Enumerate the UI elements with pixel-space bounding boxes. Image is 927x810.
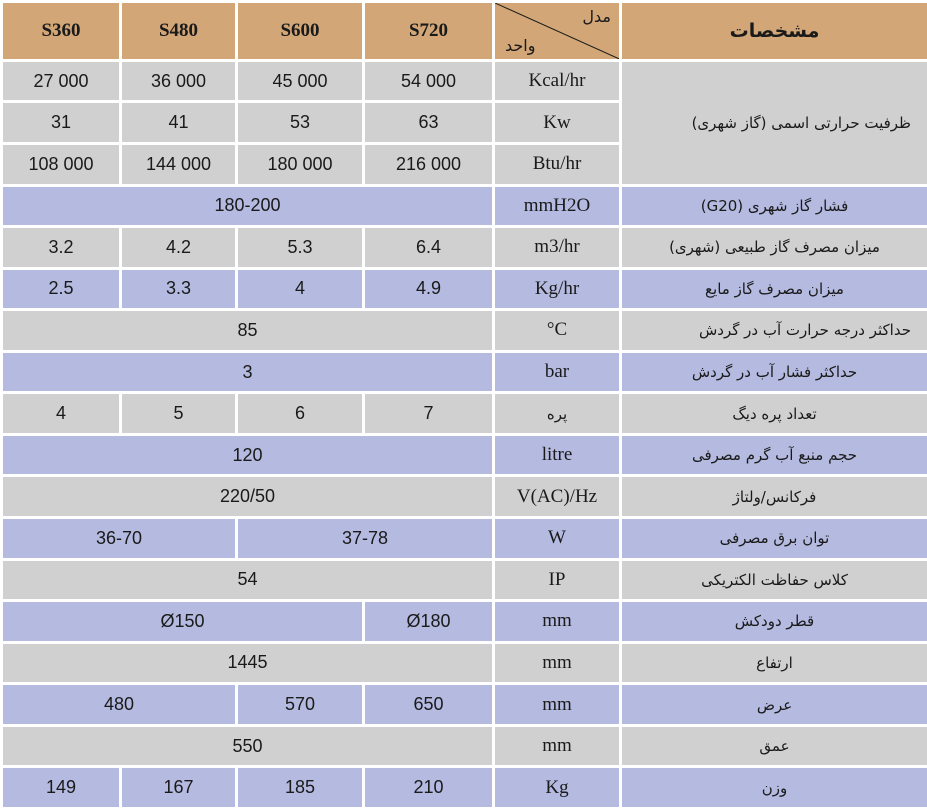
height-unit: mm bbox=[495, 644, 619, 683]
capacity-label: ظرفیت حرارتی اسمی (گاز شهری) bbox=[622, 62, 927, 184]
tank-unit: litre bbox=[495, 436, 619, 475]
weight-unit: Kg bbox=[495, 768, 619, 807]
liquid-gas-s360: 2.5 bbox=[3, 270, 119, 309]
gas-pressure-unit: mmH2O bbox=[495, 187, 619, 226]
table-row-height bbox=[3, 644, 927, 683]
capacity-kw-unit: Kw bbox=[495, 103, 619, 142]
table-row-ip bbox=[3, 561, 927, 600]
power-label: توان برق مصرفی bbox=[622, 519, 927, 558]
capacity-kcal-s480: 36 000 bbox=[122, 62, 235, 101]
table-row-frequency bbox=[3, 477, 927, 516]
ip-label: کلاس حفاظت الکتریکی bbox=[622, 561, 927, 600]
capacity-btu-s600: 180 000 bbox=[238, 145, 362, 184]
capacity-kw-s720: 63 bbox=[365, 103, 492, 142]
capacity-kcal-s600: 45 000 bbox=[238, 62, 362, 101]
model-label: مدل bbox=[582, 7, 611, 26]
width-unit: mm bbox=[495, 685, 619, 724]
model-unit-corner-cell bbox=[495, 3, 619, 59]
liquid-gas-unit: Kg/hr bbox=[495, 270, 619, 309]
liquid-gas-s720: 4.9 bbox=[365, 270, 492, 309]
liquid-gas-s600: 4 bbox=[238, 270, 362, 309]
natural-gas-unit: m3/hr bbox=[495, 228, 619, 267]
depth-unit: mm bbox=[495, 727, 619, 766]
gas-pressure-label: فشار گاز شهری (G20) bbox=[622, 187, 927, 226]
sections-s360: 4 bbox=[3, 394, 119, 433]
power-unit: W bbox=[495, 519, 619, 558]
flue-s360-s600: Ø150 bbox=[3, 602, 362, 641]
weight-s720: 210 bbox=[365, 768, 492, 807]
liquid-gas-s480: 3.3 bbox=[122, 270, 235, 309]
tank-value: 120 bbox=[3, 436, 492, 475]
table-row-liquid-gas bbox=[3, 270, 927, 309]
max-temp-unit: °C bbox=[495, 311, 619, 350]
width-s360-s480: 480 bbox=[3, 685, 235, 724]
table-row-sections bbox=[3, 394, 927, 433]
ip-value: 54 bbox=[3, 561, 492, 600]
depth-label: عمق bbox=[622, 727, 927, 766]
sections-unit: پره bbox=[495, 394, 619, 433]
max-pressure-value: 3 bbox=[3, 353, 492, 392]
sections-s600: 6 bbox=[238, 394, 362, 433]
max-temp-value: 85 bbox=[3, 311, 492, 350]
gas-pressure-value: 180-200 bbox=[3, 187, 492, 226]
table-row-tank bbox=[3, 436, 927, 475]
natural-gas-s360: 3.2 bbox=[3, 228, 119, 267]
natural-gas-s600: 5.3 bbox=[238, 228, 362, 267]
table-row-natural-gas bbox=[3, 228, 927, 267]
specifications-title: مشخصات bbox=[622, 3, 927, 59]
liquid-gas-label: میزان مصرف گاز مایع bbox=[622, 270, 927, 309]
weight-s360: 149 bbox=[3, 768, 119, 807]
max-pressure-unit: bar bbox=[495, 353, 619, 392]
table-row-weight bbox=[3, 768, 927, 807]
weight-label: وزن bbox=[622, 768, 927, 807]
natural-gas-s720: 6.4 bbox=[365, 228, 492, 267]
capacity-kcal-s720: 54 000 bbox=[365, 62, 492, 101]
table-row-gas-pressure bbox=[3, 187, 927, 226]
power-s600-s720: 37-78 bbox=[238, 519, 492, 558]
width-s720: 650 bbox=[365, 685, 492, 724]
tank-label: حجم منبع آب گرم مصرفی bbox=[622, 436, 927, 475]
frequency-value: 220/50 bbox=[3, 477, 492, 516]
model-s360-header: S360 bbox=[3, 3, 119, 59]
frequency-label: فرکانس/ولتاژ bbox=[622, 477, 927, 516]
weight-s480: 167 bbox=[122, 768, 235, 807]
flue-label: قطر دودکش bbox=[622, 602, 927, 641]
frequency-unit: V(AC)/Hz bbox=[495, 477, 619, 516]
natural-gas-label: میزان مصرف گاز طبیعی (شهری) bbox=[622, 228, 927, 267]
table-row-depth bbox=[3, 727, 927, 766]
table-row-flue bbox=[3, 602, 927, 641]
depth-value: 550 bbox=[3, 727, 492, 766]
power-s360-s480: 36-70 bbox=[3, 519, 235, 558]
table-row-capacity-kcal bbox=[3, 62, 927, 101]
capacity-kcal-unit: Kcal/hr bbox=[495, 62, 619, 101]
model-s480-header: S480 bbox=[122, 3, 235, 59]
sections-label: تعداد پره دیگ bbox=[622, 394, 927, 433]
width-s600: 570 bbox=[238, 685, 362, 724]
width-label: عرض bbox=[622, 685, 927, 724]
table-row-power bbox=[3, 519, 927, 558]
capacity-btu-s360: 108 000 bbox=[3, 145, 119, 184]
capacity-btu-s480: 144 000 bbox=[122, 145, 235, 184]
header-row bbox=[3, 3, 927, 59]
height-label: ارتفاع bbox=[622, 644, 927, 683]
sections-s720: 7 bbox=[365, 394, 492, 433]
capacity-btu-s720: 216 000 bbox=[365, 145, 492, 184]
height-value: 1445 bbox=[3, 644, 492, 683]
max-pressure-label: حداکثر فشار آب در گردش bbox=[622, 353, 927, 392]
capacity-kw-s600: 53 bbox=[238, 103, 362, 142]
ip-unit: IP bbox=[495, 561, 619, 600]
capacity-btu-unit: Btu/hr bbox=[495, 145, 619, 184]
weight-s600: 185 bbox=[238, 768, 362, 807]
natural-gas-s480: 4.2 bbox=[122, 228, 235, 267]
capacity-kw-s360: 31 bbox=[3, 103, 119, 142]
capacity-kw-s480: 41 bbox=[122, 103, 235, 142]
max-temp-label: حداکثر درجه حرارت آب در گردش bbox=[622, 311, 927, 350]
unit-label: واحد bbox=[505, 35, 536, 55]
table-row-max-temp bbox=[3, 311, 927, 350]
sections-s480: 5 bbox=[122, 394, 235, 433]
flue-unit: mm bbox=[495, 602, 619, 641]
table-row-max-pressure bbox=[3, 353, 927, 392]
model-s720-header: S720 bbox=[365, 3, 492, 59]
capacity-kcal-s360: 27 000 bbox=[3, 62, 119, 101]
model-s600-header: S600 bbox=[238, 3, 362, 59]
flue-s720: Ø180 bbox=[365, 602, 492, 641]
table-row-width bbox=[3, 685, 927, 724]
